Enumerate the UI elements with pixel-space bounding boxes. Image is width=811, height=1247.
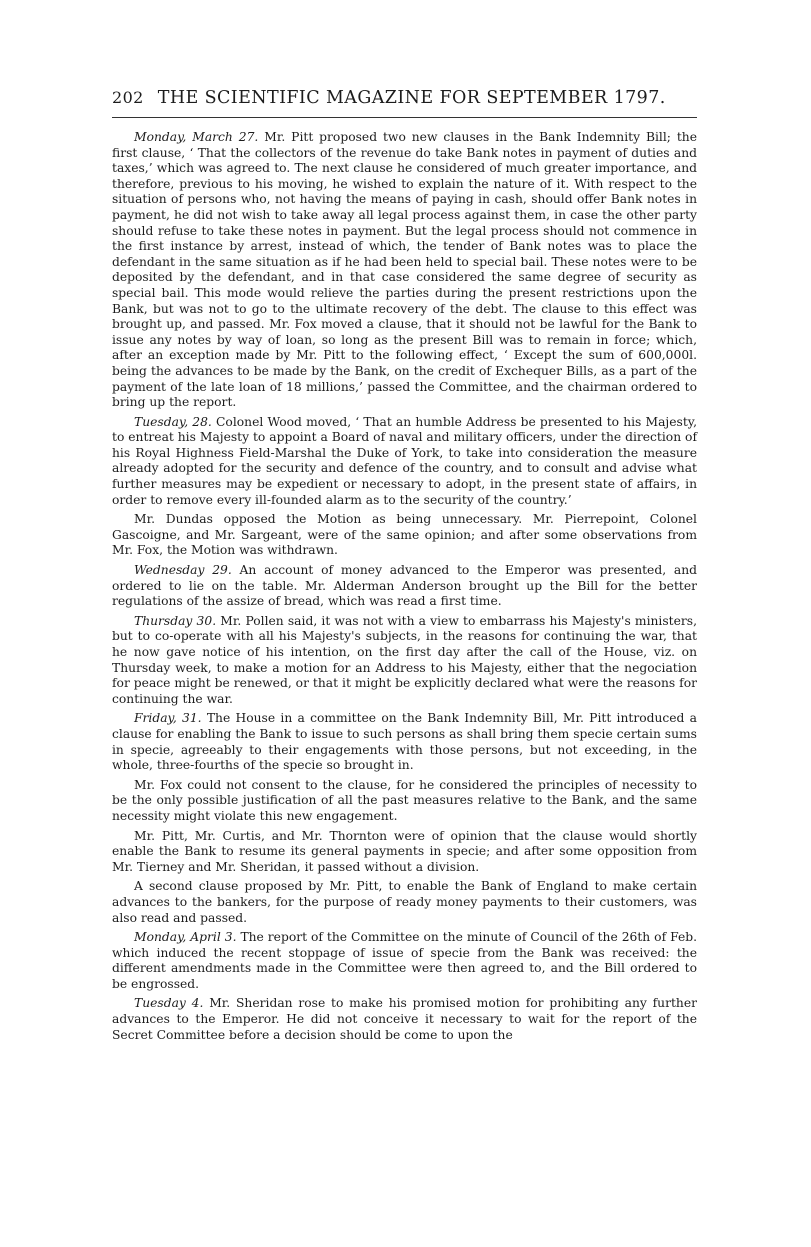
page-number: 202 [112, 88, 144, 107]
paragraph-text: The House in a committee on the Bank Indemnity Bill, Mr. Pitt introduced a clause for enabling the Bank to issue to such persons as shall bring them specie certain sums in specie, agreeably to their engagements with those persons, but not exceeding, in the whole, three-fourths of the specie so brought in. [112, 711, 698, 773]
paragraph-text: Mr. Pitt proposed two new clauses in the Bank Indemnity Bill; the first clause, ‘ That the collectors of the revenue do take Bank notes in payment of duties and taxes,’ which was agreed to. The next clause he considered of much greater importance, and therefore, previous to his moving, he wished to explain the nature of it. With respect to the situation of persons who, not having the means of paying in cash, should offer Bank notes in payment, he did not wish to take away all legal process against them, in case the other party should refuse to take these notes in payment. But the legal process should not commence in the first instance by arrest, instead of which, the tender of Bank notes was to place the defendant in the same situation as if he had been held to special bail. These notes were to be deposited by the defendant, and in that case considered the same degree of security as special bail. This mode would relieve the parties during the present restrictions upon the Bank, but was not to go to the ultimate recovery of the debt. The clause to this effect was brought up, and passed. Mr. Fox moved a clause, that it should not be lawful for the Bank to issue any notes by way of loan, so long as the present Bill was to remain in force; which, after an exception made by Mr. Pitt to the following effect, ‘ Except the sum of 600,000l. being the advances to be made by the Bank, on the credit of Exchequer Bills, as a part of the payment of the late loan of 18 millions,’ passed the Committee, and the chairman ordered to bring up the report. [112, 130, 697, 410]
paragraph-pitt-curtis [112, 829, 697, 876]
paragraph-text: Colonel Wood moved, ‘ That an humble Address be presented to his Majesty, to entreat his Majesty to appoint a Board of naval and military officers, under the direction of his Royal Highness Field-Marshal the Duke of York, to take into consideration the measure already adopted for the security and defence of the country, and to consult and advise what further measures may be expedient or necessary to adopt, in the present state of affairs, in order to remove every ill-founded alarm as to the security of the country.’ [112, 414, 698, 507]
date-lead: Monday, March 27. [134, 130, 259, 144]
paragraph-tuesday-28 [112, 415, 697, 509]
page-title: THE SCIENTIFIC MAGAZINE FOR SEPTEMBER 1797. [157, 88, 666, 108]
date-lead: Monday, April 3. [134, 930, 237, 945]
paragraph-thursday-30 [112, 614, 697, 708]
date-lead: Wednesday 29. [134, 563, 232, 578]
paragraph-march-27 [112, 130, 697, 411]
date-lead: Tuesday, 28. [134, 414, 212, 429]
running-header [112, 88, 697, 108]
date-lead: Thursday 30. [134, 613, 217, 628]
paragraph-text: An account of money advanced to the Emperor was presented, and ordered to lie on the table. Mr. Alderman Anderson brought up the Bill for the better regulations of the assize of bread, which was read a first time. [112, 563, 697, 609]
paragraph-text: Mr. Sheridan rose to make his promised motion for prohibiting any further advances to the Emperor. He did not conceive it necessary to wait for the report of the Secret Committee before a decision should be come to upon the [112, 996, 697, 1042]
paragraph-dundas [112, 512, 697, 559]
date-lead: Friday, 31. [134, 711, 202, 726]
header-rule [112, 117, 697, 118]
paragraph-text: Mr. Dundas opposed the Motion as being unnecessary. Mr. Pierrepoint, Colonel Gascoigne, and Mr. Sargeant, were of the same opinion; and after some observations from Mr. Fox, the Motion was withdrawn. [112, 512, 697, 558]
paragraph-text: The report of the Committee on the minute of Council of the 26th of Feb. which induced the recent stoppage of issue of specie from the Bank was received: the different amendments made in the Committee were then agreed to, and the Bill ordered to be engrossed. [112, 930, 697, 991]
article-body [112, 130, 697, 1043]
date-lead: Tuesday 4. [134, 996, 204, 1011]
paragraph-text: Mr. Fox could not consent to the clause, for he considered the principles of necessity to be the only possible justification of all the past measures relative to the Bank, and the same necessity might violate this new engagement. [112, 777, 697, 823]
paragraph-friday-31 [112, 711, 697, 773]
paragraph-april-3 [112, 930, 697, 992]
paragraph-fox [112, 778, 697, 825]
paragraph-tuesday-4 [112, 996, 697, 1043]
paragraph-wednesday-29 [112, 563, 697, 610]
paragraph-second-clause [112, 879, 697, 926]
paragraph-text: Mr. Pollen said, it was not with a view to embarrass his Majesty's ministers, but to co-operate with all his Majesty's subjects, in the reasons for continuing the war, that he now gave notice of his intention, on the first day after the call of the House, viz. on Thursday week, to make a motion for an Address to his Majesty, either that the negociation for peace might be renewed, or that it might be explicitly declared what were the reasons for continuing the war. [112, 613, 697, 706]
paragraph-text: A second clause proposed by Mr. Pitt, to enable the Bank of England to make certain advances to the bankers, for the purpose of ready money payments to their customers, was also read and passed. [112, 879, 697, 925]
paragraph-text: Mr. Pitt, Mr. Curtis, and Mr. Thornton were of opinion that the clause would shortly enable the Bank to resume its general payments in specie; and after some opposition from Mr. Tierney and Mr. Sheridan, it passed without a division. [112, 828, 697, 874]
